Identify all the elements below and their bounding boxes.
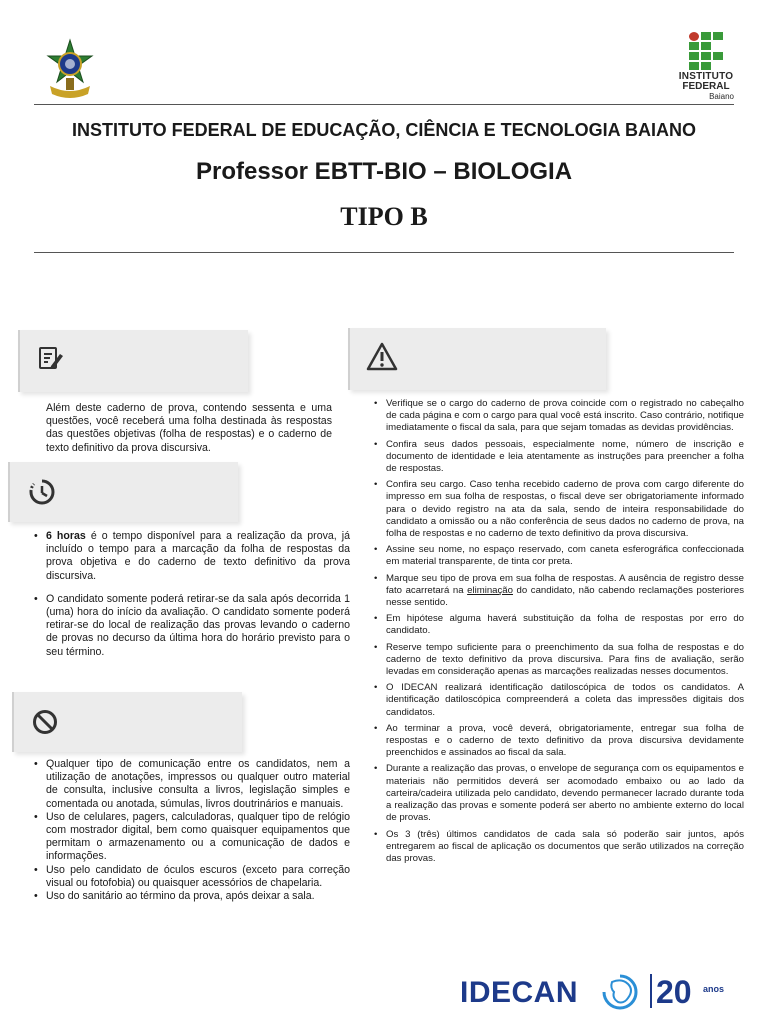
tipo-title: TIPO B — [340, 202, 428, 231]
list-item: • O IDECAN realizará identificação datiloscópica de todos os candidatos. A identificação datiloscópica compreenderá a coleta das impressões digitais dos candidatos. — [386, 682, 744, 719]
list-item: • O candidato somente poderá retirar-se da sala após decorrida 1 (uma) hora do início da avaliação. O candidato somente poderá retirar-se do local de realização das provas levando o caderno de provas no decurso da última hora do horário previsto para o seu término. — [46, 593, 350, 659]
idecan-brand: IDECAN — [460, 976, 579, 1009]
materials-paragraph: Além deste caderno de prova, contendo sessenta e uma questões, você receberá uma folha destinada às respostas das questões objetivas (folha de respostas) e o caderno de texto definitivo da prova discursiva. — [46, 402, 332, 454]
section-header-materials — [18, 330, 248, 392]
list-item: • Qualquer tipo de comunicação entre os candidatos, nem a utilização de anotações, impressos ou qualquer outro material de consulta, inclusive consulta a livros, legislação simples e comentada ou anotada, súmulas, livros doutrinários e manuais. — [46, 758, 350, 811]
title-divider — [34, 252, 734, 253]
list-item: • Confira seus dados pessoais, especialmente nome, número de inscrição e documento de identidade e leia atentamente as instruções para preencher a folha de respostas. — [386, 439, 744, 476]
edit-notes-icon — [38, 346, 64, 372]
list-item: • Uso pelo candidato de óculos escuros (exceto para correção visual ou fotofobia) ou quaisquer acessórios de chapelaria. — [46, 864, 350, 890]
if-logo-line3: Baiano — [709, 92, 734, 101]
idecan-logo — [460, 972, 740, 1012]
list-item: • Os 3 (três) últimos candidatos de cada sala só poderão sair juntos, após entregarem ao fiscal de aplicação os documentos que serão utilizados na correção das provas. — [386, 829, 744, 866]
list-item: • Uso do sanitário ao término da prova, após deixar a sala. — [46, 890, 350, 903]
list-item — [386, 573, 744, 610]
time-rules-list — [32, 530, 350, 663]
marque-text-1: Marque seu tipo de prova em sua folha de respostas. A ausência de registro desse fato acarretará na — [386, 572, 744, 596]
prohibited-list — [32, 758, 350, 903]
if-logo-line1: INSTITUTO — [678, 71, 734, 82]
list-item: • Durante a realização das provas, o envelope de segurança com os equipamentos e materiais não permitidos deverá ser acomodado embaixo ou ao lado da carteira/cadeira utilizada pelo candidato, devendo permanecer lacrado durante toda a realização das provas e somente poderá ser aberto no ambiente externo do local de provas. — [386, 763, 744, 824]
warning-icon — [366, 342, 398, 372]
anniversary-number: 20 — [656, 974, 692, 1010]
list-item: • Uso de celulares, pagers, calculadoras, qualquer tipo de relógio com mostrador digital, bem como quaisquer equipamentos que permitam o armazenamento ou a comunicação de dados e informações. — [46, 811, 350, 864]
list-item — [46, 530, 350, 583]
footer-separator — [650, 974, 652, 1008]
list-item: • Ao terminar a prova, você deverá, obrigatoriamente, entregar sua folha de respostas e o caderno de texto definitivo da prova discursiva devidamente preenchidos e assinados ao fiscal da sala. — [386, 723, 744, 760]
header-divider — [34, 104, 734, 105]
section-header-prohibited — [12, 692, 242, 752]
clock-icon — [28, 478, 56, 506]
prohibited-icon — [32, 709, 58, 735]
list-item: • Confira seu cargo. Caso tenha recebido caderno de prova com cargo diferente do impresso em sua folha de respostas, o fiscal deve ser obrigatoriamente informado para o devido registro na ata da sala, sendo de inteira responsabilidade do candidato a omissão ou a não conferência de seus dados no caderno de prova, na folha de respostas e no caderno de texto definitivo da prova discursiva. — [386, 479, 744, 540]
list-item: • Reserve tempo suficiente para o preenchimento da sua folha de respostas e do caderno de texto definitivo da prova discursiva. Para fins de avaliação, serão levadas em consideração apenas as marcações realizadas nesses documentos. — [386, 642, 744, 679]
if-logo-line2: FEDERAL — [682, 81, 730, 92]
institution-title: INSTITUTO FEDERAL DE EDUCAÇÃO, CIÊNCIA E TECNOLOGIA BAIANO — [71, 120, 697, 140]
list-item: • Verifique se o cargo do caderno de prova coincide com o registrado no cabeçalho de cada página e com o cargo para qual você está inscrito. Caso contrário, notifique imediatamente o fiscal da sala, para que sejam tomadas as devidas providências. — [386, 398, 744, 435]
eliminacao-underlined: eliminação — [467, 584, 513, 596]
if-grid-icon — [689, 32, 723, 70]
cargo-title: Professor EBTT-BIO – BIOLOGIA — [195, 158, 573, 185]
instructions-list — [372, 398, 744, 869]
list-item: • Em hipótese alguma haverá substituição da folha de respostas por erro do candidato. — [386, 613, 744, 637]
section-header-time — [8, 462, 238, 522]
list-item: • Assine seu nome, no espaço reservado, com caneta esferográfica confeccionada em material transparente, de tinta cor preta. — [386, 544, 744, 568]
if-baiano-logo — [672, 32, 740, 102]
marque-text-2: do candidato, não cabendo reclamações posteriores nesse sentido. — [386, 584, 744, 609]
duration-text: é o tempo disponível para a realização da prova, já incluído o tempo para a marcação da folha de respostas da prova objetiva e do caderno de texto definitivo da prova discursiva. — [46, 530, 351, 582]
section-header-warnings — [348, 328, 606, 390]
brazil-map-icon — [598, 972, 642, 1012]
duration-highlight: 6 horas — [46, 530, 86, 542]
anniversary-word: anos — [703, 984, 725, 994]
coat-of-arms-logo — [44, 38, 96, 102]
